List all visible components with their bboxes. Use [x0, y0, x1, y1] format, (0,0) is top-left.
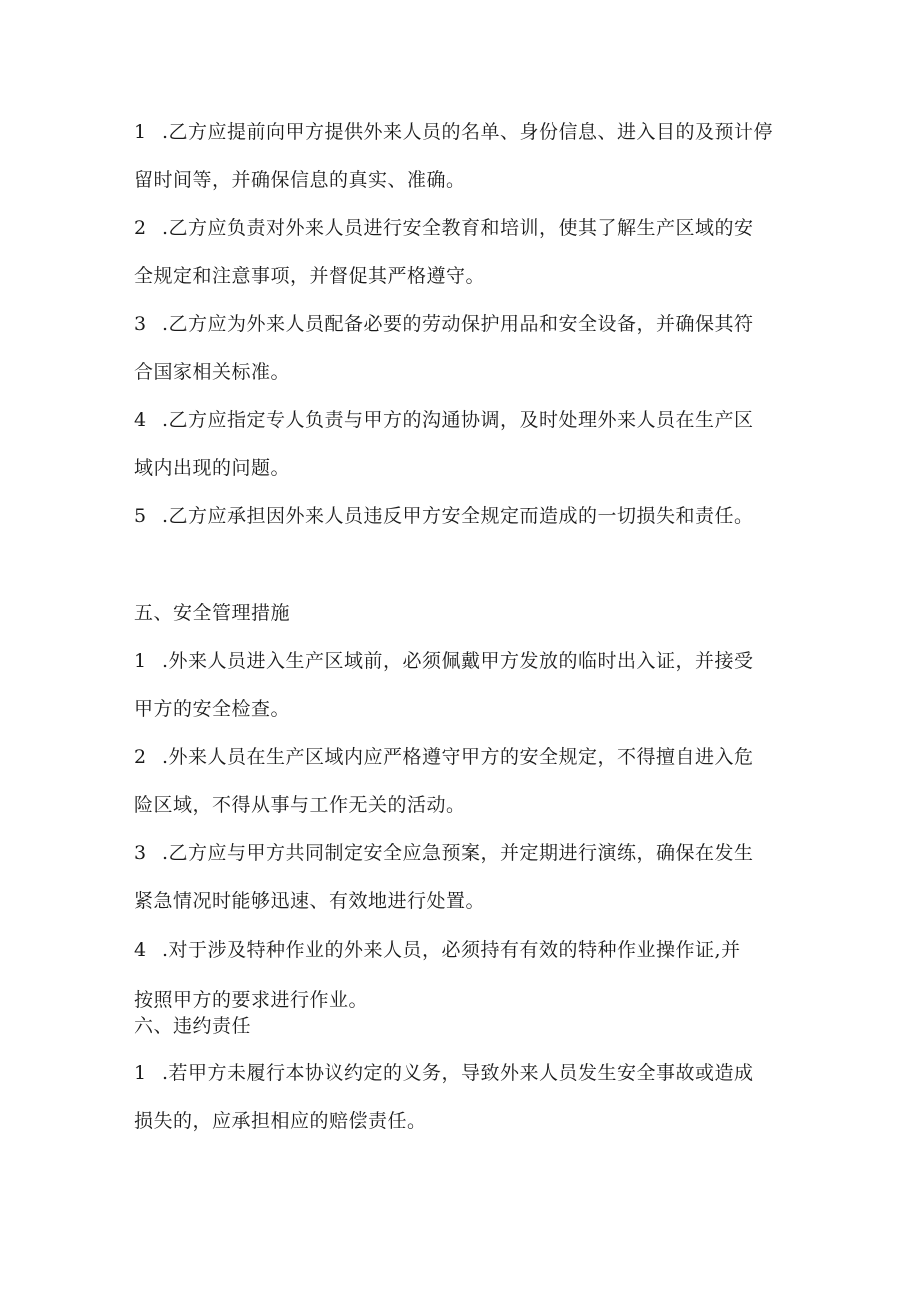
item-number: 2 [134, 746, 147, 768]
section-five-item-1 [134, 637, 784, 733]
item-line [134, 108, 784, 156]
item-line [134, 829, 784, 877]
item-number: 4 [134, 939, 147, 961]
item-line [134, 300, 784, 348]
item-text: .若甲方未履行本协议约定的义务，导致外来人员发生安全事故或造成 [162, 1062, 754, 1084]
section-four-item-4 [134, 396, 784, 492]
item-line: 甲方的安全检查。 [134, 698, 291, 720]
item-text: .乙方应负责对外来人员进行安全教育和培训，使其了解生产区域的安 [162, 217, 754, 239]
section-four-item-2 [134, 204, 784, 300]
item-line [134, 492, 784, 540]
item-text: .乙方应指定专人负责与甲方的沟通协调，及时处理外来人员在生产区 [162, 409, 754, 431]
item-line: 留时间等，并确保信息的真实、准确。 [134, 169, 466, 191]
section-six-heading: 六、违约责任 [134, 1015, 252, 1037]
item-number: 4 [134, 409, 147, 431]
item-line: 合国家相关标准。 [134, 361, 291, 383]
item-text: .外来人员进入生产区域前，必须佩戴甲方发放的临时出入证，并接受 [162, 650, 754, 672]
item-line [134, 1049, 784, 1097]
item-line: 全规定和注意事项，并督促其严格遵守。 [134, 265, 486, 287]
item-line [134, 396, 784, 444]
item-line: 险区域，不得从事与工作无关的活动。 [134, 794, 466, 816]
section-five-item-2 [134, 733, 784, 829]
item-text: .外来人员在生产区域内应严格遵守甲方的安全规定，不得擅自进入危 [162, 746, 754, 768]
item-number: 5 [134, 505, 147, 527]
section-four-item-3 [134, 300, 784, 396]
item-text: .对于涉及特种作业的外来人员，必须持有有效的特种作业操作证,并 [162, 939, 741, 961]
item-number: 2 [134, 217, 147, 239]
item-text: .乙方应为外来人员配备必要的劳动保护用品和安全设备，并确保其符 [162, 313, 754, 335]
item-line [134, 637, 784, 685]
item-text: .乙方应与甲方共同制定安全应急预案，并定期进行演练，确保在发生 [162, 842, 754, 864]
item-text: .乙方应承担因外来人员违反甲方安全规定而造成的一切损失和责任。 [162, 505, 754, 527]
section-four-item-5 [134, 492, 784, 540]
item-line: 按照甲方的要求进行作业。 [134, 989, 369, 1011]
section-four-item-1 [134, 108, 784, 204]
section-six-item-1 [134, 1049, 784, 1145]
item-line [134, 733, 784, 781]
section-five-item-3 [134, 829, 784, 925]
item-line: 损失的，应承担相应的赔偿责任。 [134, 1110, 427, 1132]
item-number: 3 [134, 842, 147, 864]
item-text: .乙方应提前向甲方提供外来人员的名单、身份信息、进入目的及预计停 [162, 121, 774, 143]
section-five-heading: 五、安全管理措施 [134, 602, 291, 624]
item-line [134, 204, 784, 252]
item-number: 3 [134, 313, 147, 335]
item-line: 紧急情况时能够迅速、有效地进行处置。 [134, 890, 486, 912]
item-line [134, 926, 784, 974]
item-number: 1 [134, 650, 147, 672]
item-number: 1 [134, 121, 147, 143]
item-number: 1 [134, 1062, 147, 1084]
item-line: 域内出现的问题。 [134, 457, 291, 479]
